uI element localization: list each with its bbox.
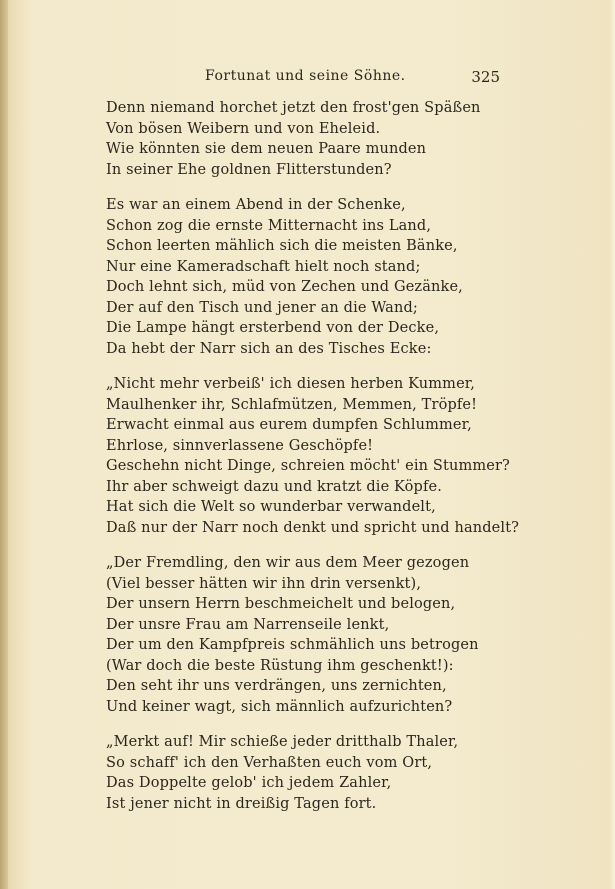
verse-line: „Nicht mehr verbeiß' ich diesen herben Kummer,	[106, 376, 476, 392]
verse-line: Den seht ihr uns verdrängen, uns zernichten,	[106, 678, 447, 694]
verse-line: Der um den Kampfpreis schmählich uns betrogen	[106, 637, 479, 653]
verse-line: Die Lampe hängt ersterbend von der Decke,	[106, 320, 440, 336]
stanza	[106, 553, 506, 717]
page-number: 325	[471, 68, 500, 86]
verse-line: Nur eine Kameradschaft hielt noch stand;	[106, 258, 421, 275]
verse-line: Maulhenker ihr, Schlafmützen, Memmen, Tröpfe!	[106, 396, 478, 413]
verse-line: „Der Fremdling, den wir aus dem Meer gezogen	[106, 555, 470, 571]
verse-line: Schon leerten mählich sich die meisten Bänke,	[106, 238, 458, 254]
verse-line: So schaff' ich den Verhaßten euch vom Ort,	[106, 754, 433, 771]
verse-line: Und keiner wagt, sich männlich aufzurichten?	[106, 698, 453, 715]
verse-line: Erwacht einmal aus eurem dumpfen Schlummer,	[106, 417, 472, 433]
page-header	[105, 68, 500, 90]
verse-line: In seiner Ehe goldnen Flitterstunden?	[106, 161, 392, 178]
verse-line: „Merkt auf! Mir schieße jeder dritthalb Thaler,	[106, 734, 459, 750]
verse-line: (War doch die beste Rüstung ihm geschenkt!):	[106, 657, 454, 674]
verse-line: Ihr aber schweigt dazu und kratzt die Köpfe.	[106, 478, 442, 495]
running-title: Fortunat und seine Söhne.	[205, 68, 406, 84]
verse-line: Wie könnten sie dem neuen Paare munden	[106, 141, 427, 157]
stanza	[106, 98, 506, 180]
verse-line: Der auf den Tisch und jener an die Wand;	[106, 299, 418, 316]
verse-line: Ehrlose, sinnverlassene Geschöpfe!	[106, 437, 374, 454]
verse-line: Hat sich die Welt so wunderbar verwandelt,	[106, 499, 436, 515]
verse-line: Der unsre Frau am Narrenseile lenkt,	[106, 616, 390, 633]
verse-line: Der unsern Herrn beschmeichelt und belogen,	[106, 596, 456, 612]
stanza	[106, 195, 506, 359]
verse-line: Daß nur der Narr noch denkt und spricht und handelt?	[106, 519, 520, 536]
verse-line: Denn niemand horchet jetzt den frost'gen Späßen	[106, 100, 481, 116]
page-gutter	[0, 0, 8, 889]
verse-line: Es war an einem Abend in der Schenke,	[106, 197, 406, 213]
stanza	[106, 732, 506, 814]
verse-line: (Viel besser hätten wir ihn drin versenkt),	[106, 575, 422, 592]
verse-line: Von bösen Weibern und von Eheleid.	[106, 120, 381, 137]
verse-line: Geschehn nicht Dinge, schreien möcht' ein Stummer?	[106, 458, 510, 474]
verse-line: Das Doppelte gelob' ich jedem Zahler,	[106, 775, 392, 791]
poem-text	[106, 98, 520, 829]
verse-line: Doch lehnt sich, müd von Zechen und Gezänke,	[106, 279, 463, 295]
verse-line: Ist jener nicht in dreißig Tagen fort.	[106, 795, 377, 812]
page-edge	[609, 0, 615, 889]
verse-line: Da hebt der Narr sich an des Tisches Ecke:	[106, 340, 432, 357]
stanza	[106, 374, 520, 538]
verse-line: Schon zog die ernste Mitternacht ins Land,	[106, 217, 432, 234]
